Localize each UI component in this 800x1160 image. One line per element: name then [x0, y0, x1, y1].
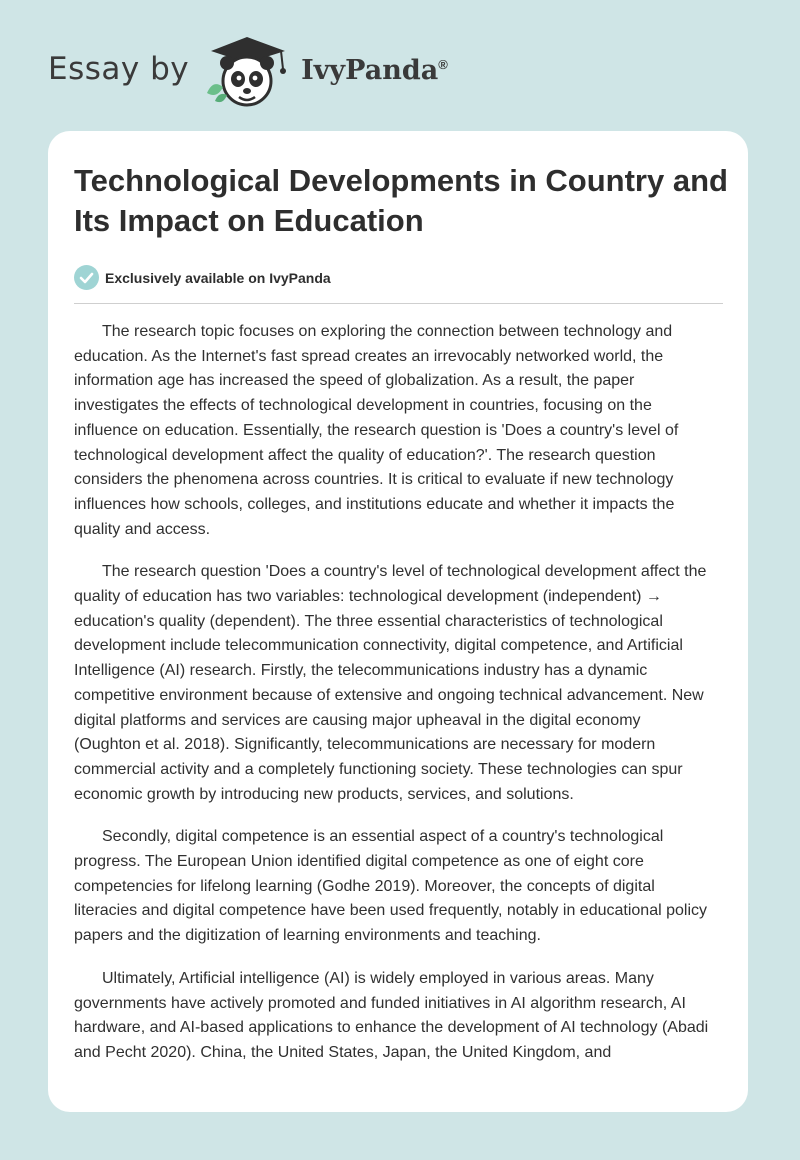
- divider: [74, 303, 723, 304]
- page-title: Technological Developments in Country and Its Impact on Education: [74, 163, 728, 238]
- brand-text: IvyPanda: [301, 54, 439, 86]
- paragraph: The research topic focuses on exploring the connection between technology and education. As the Internet's fast spread creates an irrevocably networked world, the information age has increased the speed of globalization. As a result, the paper investigates the effects of technological development in countries, focusing on the influence on education. Essentially, the research question is 'Does a country's level of technological development affect the quality of education?'. The research question considers the phenomena across countries. It is critical to evaluate if new technology influences how schools, colleges, and institutions educate and whether it impacts the quality and access.: [74, 323, 679, 538]
- exclusive-badge: [74, 265, 331, 290]
- essay-body: [74, 320, 710, 1084]
- paragraph: Ultimately, Artificial intelligence (AI) is widely employed in various areas. Many governments have actively promoted and funded initiatives in AI algorithm research, AI hardware, and AI-based applications to enhance the development of AI technology (Abadi and Pecht 2020). China, the United States, Japan, the United Kingdom, and: [74, 969, 709, 1061]
- panda-logo-icon[interactable]: [203, 35, 295, 109]
- site-header: [48, 36, 608, 108]
- exclusive-badge-text: Exclusively available on IvyPanda: [105, 269, 331, 286]
- registered-mark: ®: [438, 56, 448, 72]
- brand-name[interactable]: [301, 55, 448, 86]
- paragraph: The research question 'Does a country's level of technological development affect the quality of education has two variables: technological development (independent) → education's quality (dependent). The three essential characteristics of technological development include telecommunication connectivity, digital competence, and Artificial Intelligence (AI) research. Firstly, the telecommunications industry has a dynamic competitive environment because of extensive and ongoing technical advancement. New digital platforms and services are causing major upheaval in the digital economy (Oughton et al. 2018). Significantly, telecommunications are necessary for modern commercial activity and a completely functioning society. These technologies can spur economic growth by introducing new products, services, and solutions.: [74, 563, 707, 803]
- essay-card: [48, 131, 748, 1112]
- paragraph: Secondly, digital competence is an essential aspect of a country's technological progress. The European Union identified digital competence as one of eight core competencies for lifelong learning (Godhe 2019). Moreover, the concepts of digital literacies and digital competence have been used frequently, notably in educational policy papers and the digitization of learning environments and teaching.: [74, 828, 707, 945]
- essay-by-label: Essay by: [48, 51, 190, 87]
- check-circle-icon: [74, 265, 99, 290]
